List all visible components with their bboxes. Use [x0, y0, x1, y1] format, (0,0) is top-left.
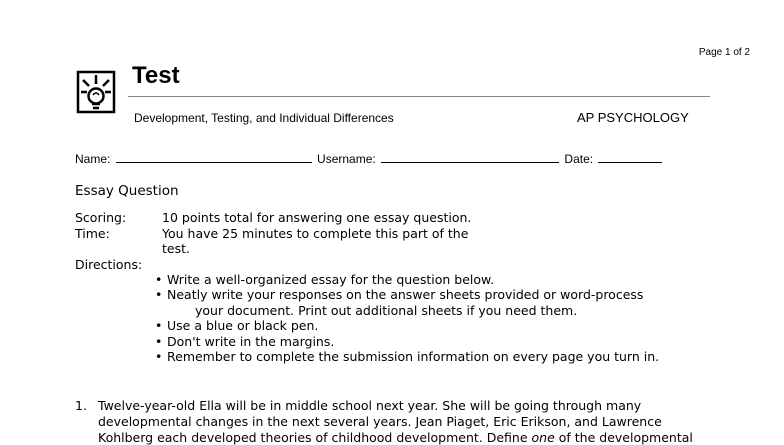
time-label: Time: — [75, 226, 110, 241]
bullet-icon: • — [155, 287, 163, 303]
bullet-icon: • — [155, 318, 163, 334]
name-field[interactable] — [116, 150, 312, 163]
list-item: • Use a blue or black pen. — [155, 318, 319, 334]
course-name: AP PSYCHOLOGY — [577, 110, 689, 125]
list-item-continuation: your document. Print out additional sheets if you need them. — [195, 302, 578, 318]
page-number: Page 1 of 2 — [698, 47, 750, 58]
bullet-icon: • — [155, 333, 163, 349]
page-title: Test — [132, 62, 180, 89]
list-item: • Remember to complete the submission information on every page you turn in. — [155, 349, 660, 365]
scoring-label: Scoring: — [75, 210, 127, 225]
date-field[interactable] — [598, 150, 662, 163]
username-label: Username: — [317, 152, 376, 166]
question-line-1: Twelve-year-old Ella will be in middle school next year. She will be going through many — [98, 398, 642, 413]
bullet-icon: • — [155, 272, 163, 287]
directions-label: Directions: — [75, 257, 143, 272]
question-line-2: developmental changes in the next several years. Jean Piaget, Eric Erikson, and Lawrence — [98, 414, 662, 429]
unit-subtitle: Development, Testing, and Individual Differences — [134, 111, 394, 125]
test-logo-icon — [76, 70, 116, 114]
scoring-value: 10 points total for answering one essay question. — [162, 210, 472, 225]
name-label: Name: — [75, 152, 111, 166]
list-item: • Don't write in the margins. — [155, 333, 335, 349]
section-heading: Essay Question — [75, 183, 179, 199]
question-number: 1. — [75, 398, 87, 413]
list-item: • Write a well-organized essay for the question below. — [155, 272, 495, 287]
directions-list — [155, 272, 659, 364]
list-item: • Neatly write your responses on the answer sheets provided or word-process — [155, 287, 644, 303]
time-value-line1: You have 25 minutes to complete this part of the — [162, 226, 469, 241]
student-info-row — [75, 150, 664, 166]
title-divider — [128, 96, 710, 97]
username-field[interactable] — [381, 150, 559, 163]
time-value-line2: test. — [162, 241, 190, 256]
question-line-3: Kohlberg each developed theories of childhood development. Define one of the developmental — [98, 430, 693, 445]
emphasis-one: one — [531, 430, 555, 445]
date-label: Date: — [564, 152, 594, 166]
bullet-icon: • — [155, 349, 163, 365]
